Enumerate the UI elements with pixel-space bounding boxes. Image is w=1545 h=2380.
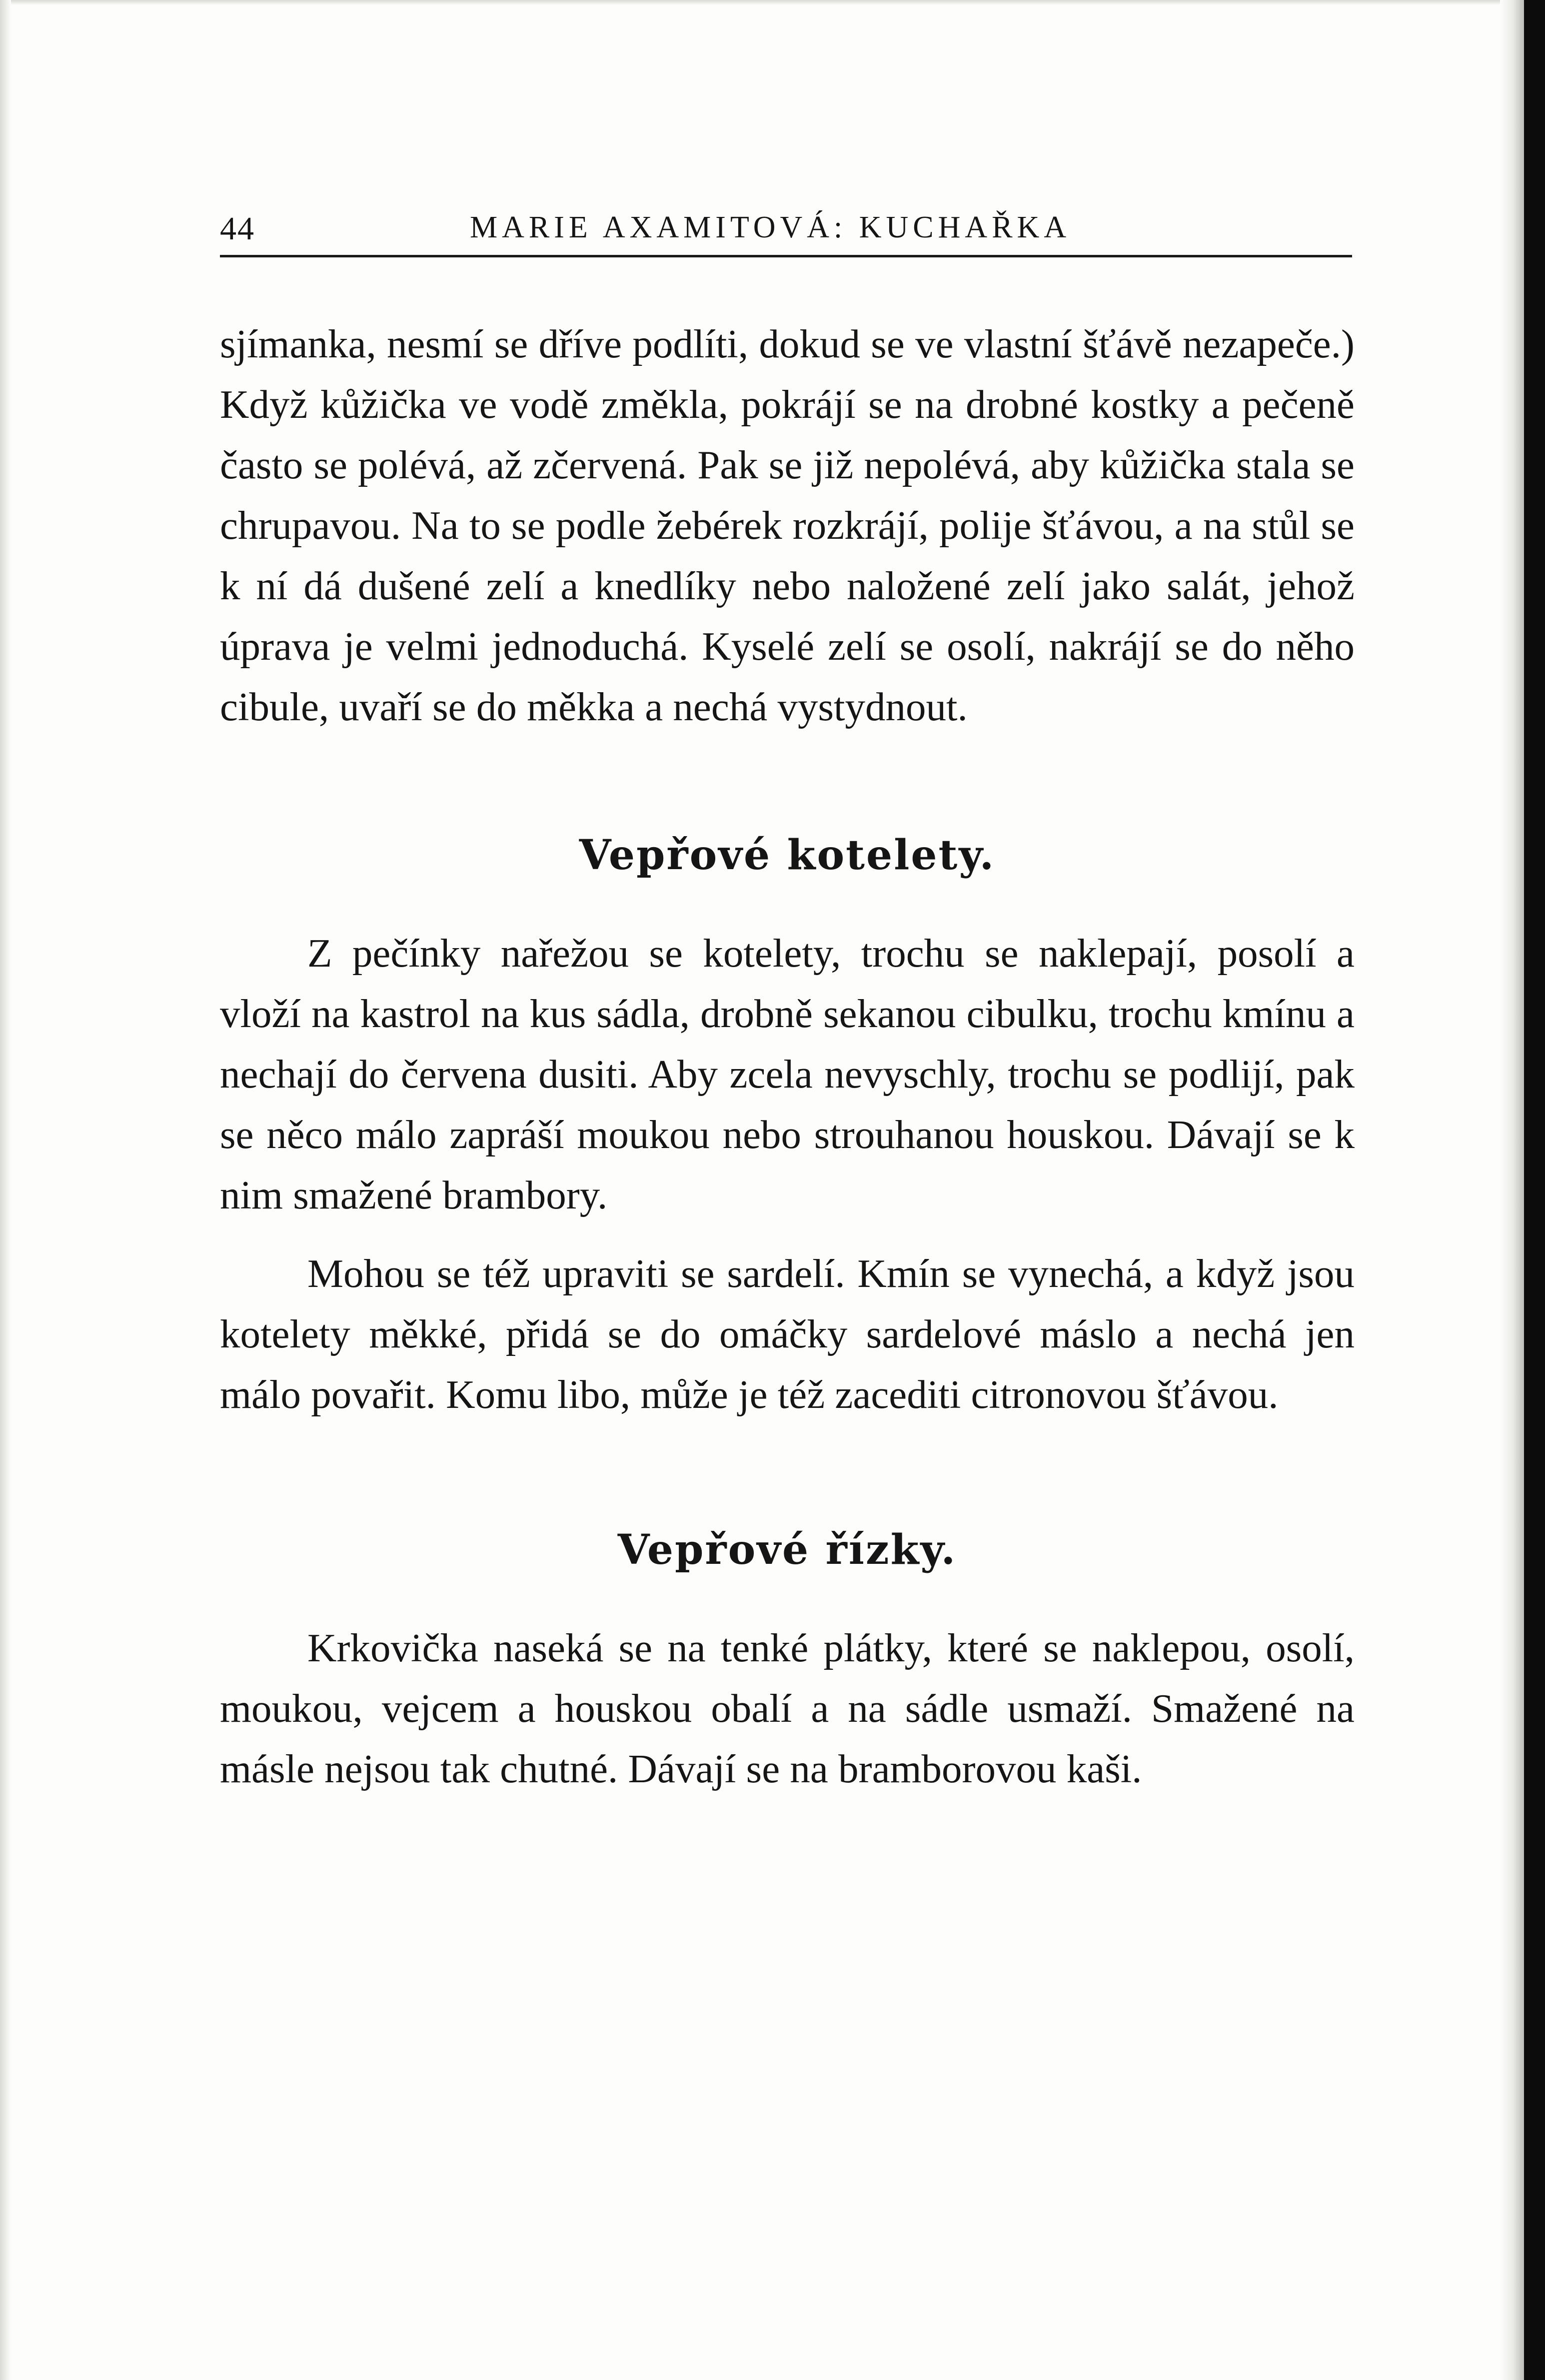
paragraph-kotelety-sardel: Mohou se též upraviti se sardelí. Kmín se vynechá, a když jsou kotelety měkké, přidá se do omáčky sardelové máslo a nechá jen málo povařit. Komu libo, může je též zacediti citronovou šťávou. <box>220 1251 1355 1417</box>
running-head <box>220 190 1355 250</box>
scan-edge-right <box>1524 0 1545 2380</box>
book-page <box>220 190 1355 1799</box>
page-number: 44 <box>220 210 255 247</box>
scan-edge-left <box>0 0 11 2380</box>
paragraph-rizky: Krkovička naseká se na tenké plátky, které se naklepou, osolí, moukou, vejcem a houskou obalí a na sádle usmaží. Smažené na másle nejsou tak chutné. Dávají se na bramborovou kaši. <box>220 1625 1355 1791</box>
paragraph-kotelety: Z pečínky nařežou se kotelety, trochu se naklepají, posolí a vloží na kastrol na kus sádla, drobně sekanou cibulku, trochu kmínu a nechají do červena dusiti. Aby zcela nevyschly, trochu se podlijí, pak se něco málo zapráší moukou nebo strouhanou houskou. Dávají se k nim smažené brambory. <box>220 931 1355 1217</box>
scan-edge-shadow <box>1500 0 1524 2380</box>
heading-veprove-kotelety: Vepřové kotelety. <box>579 831 996 879</box>
scan-edge-top <box>0 0 1545 5</box>
header-rule <box>220 255 1352 257</box>
running-title: MARIE AXAMITOVÁ: KUCHAŘKA <box>470 210 1071 244</box>
paragraph-continuation: sjímanka, nesmí se dříve podlíti, dokud se ve vlastní šťávě nezapeče.) Když kůžička ve vodě změkla, pokrájí se na drobné kostky a pečeně často se polévá, až zčervená. Pak se již nepolévá, aby kůžička stala se chrupavou. Na to se podle žebérek rozkrájí, polije šťávou, a na stůl se k ní dá dušené zelí a knedlíky nebo naložené zelí jako salát, jehož úprava je velmi jednoduchá. Kyselé zelí se osolí, nakrájí se do něho cibule, uvaří se do měkka a nechá vystydnout. <box>220 321 1355 729</box>
heading-veprove-rizky: Vepřové řízky. <box>617 1526 957 1574</box>
